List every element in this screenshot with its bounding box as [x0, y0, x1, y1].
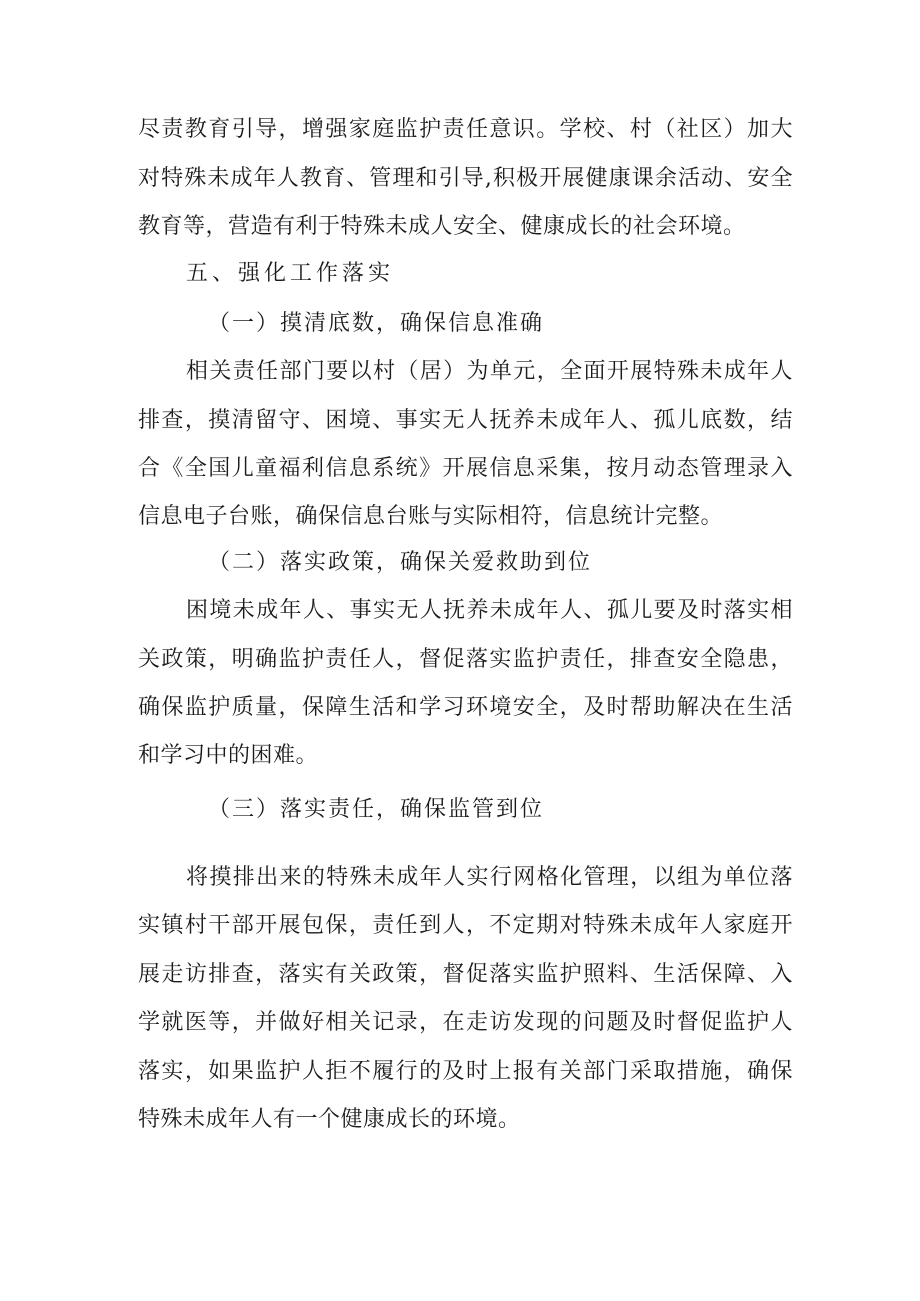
paragraph-line: 将摸排出来的特殊未成年人实行网格化管理，以组为单位落 [186, 865, 793, 890]
paragraph-line: 尽责教育引导，增强家庭监护责任意识。学校、村（社区）加大 [138, 117, 793, 142]
paragraph-line: 教育等，营造有利于特殊未成人安全、健康成长的社会环境。 [138, 214, 746, 239]
paragraph-line: 展走访排查，落实有关政策，督促落实监护照料、生活保障、入 [138, 962, 793, 987]
paragraph-line: 困境未成年人、事实无人抚养未成年人、孤儿要及时落实相 [186, 598, 793, 623]
paragraph-line: 实镇村干部开展包保，责任到人，不定期对特殊未成年人家庭开 [138, 913, 793, 938]
paragraph-line: 落实，如果监护人拒不履行的及时上报有关部门采取措施，确保 [138, 1059, 793, 1084]
paragraph-line: 特殊未成年人有一个健康成长的环境。 [138, 1107, 521, 1132]
paragraph-line: 合《全国儿童福利信息系统》开展信息采集，按月动态管理录入 [138, 456, 793, 481]
paragraph-line: 信息电子台账，确保信息台账与实际相符，信息统计完整。 [138, 504, 724, 529]
paragraph-line: 和学习中的困难。 [138, 743, 319, 768]
paragraph-line: 确保监护质量，保障生活和学习环境安全，及时帮助解决在生活 [138, 695, 793, 720]
subsection-heading: （二）落实政策，确保关爱救助到位 [208, 550, 593, 575]
paragraph-line: 学就医等，并做好相关记录，在走访发现的问题及时督促监护人 [138, 1010, 793, 1035]
paragraph-line: 对特殊未成年人教育、管理和引导,积极开展健康课余活动、安全 [138, 166, 793, 191]
paragraph-line: 排查，摸清留守、困境、事实无人抚养未成年人、孤儿底数，结 [138, 408, 793, 433]
subsection-heading: （三）落实责任，确保监管到位 [208, 797, 545, 822]
paragraph-line: 相关责任部门要以村（居）为单元，全面开展特殊未成年人 [186, 359, 793, 384]
paragraph-line: 关政策，明确监护责任人，督促落实监护责任，排查安全隐患， [138, 647, 793, 672]
subsection-heading: （一）摸清底数，确保信息准确 [208, 311, 545, 336]
section-heading: 五、强化工作落实 [186, 261, 395, 286]
